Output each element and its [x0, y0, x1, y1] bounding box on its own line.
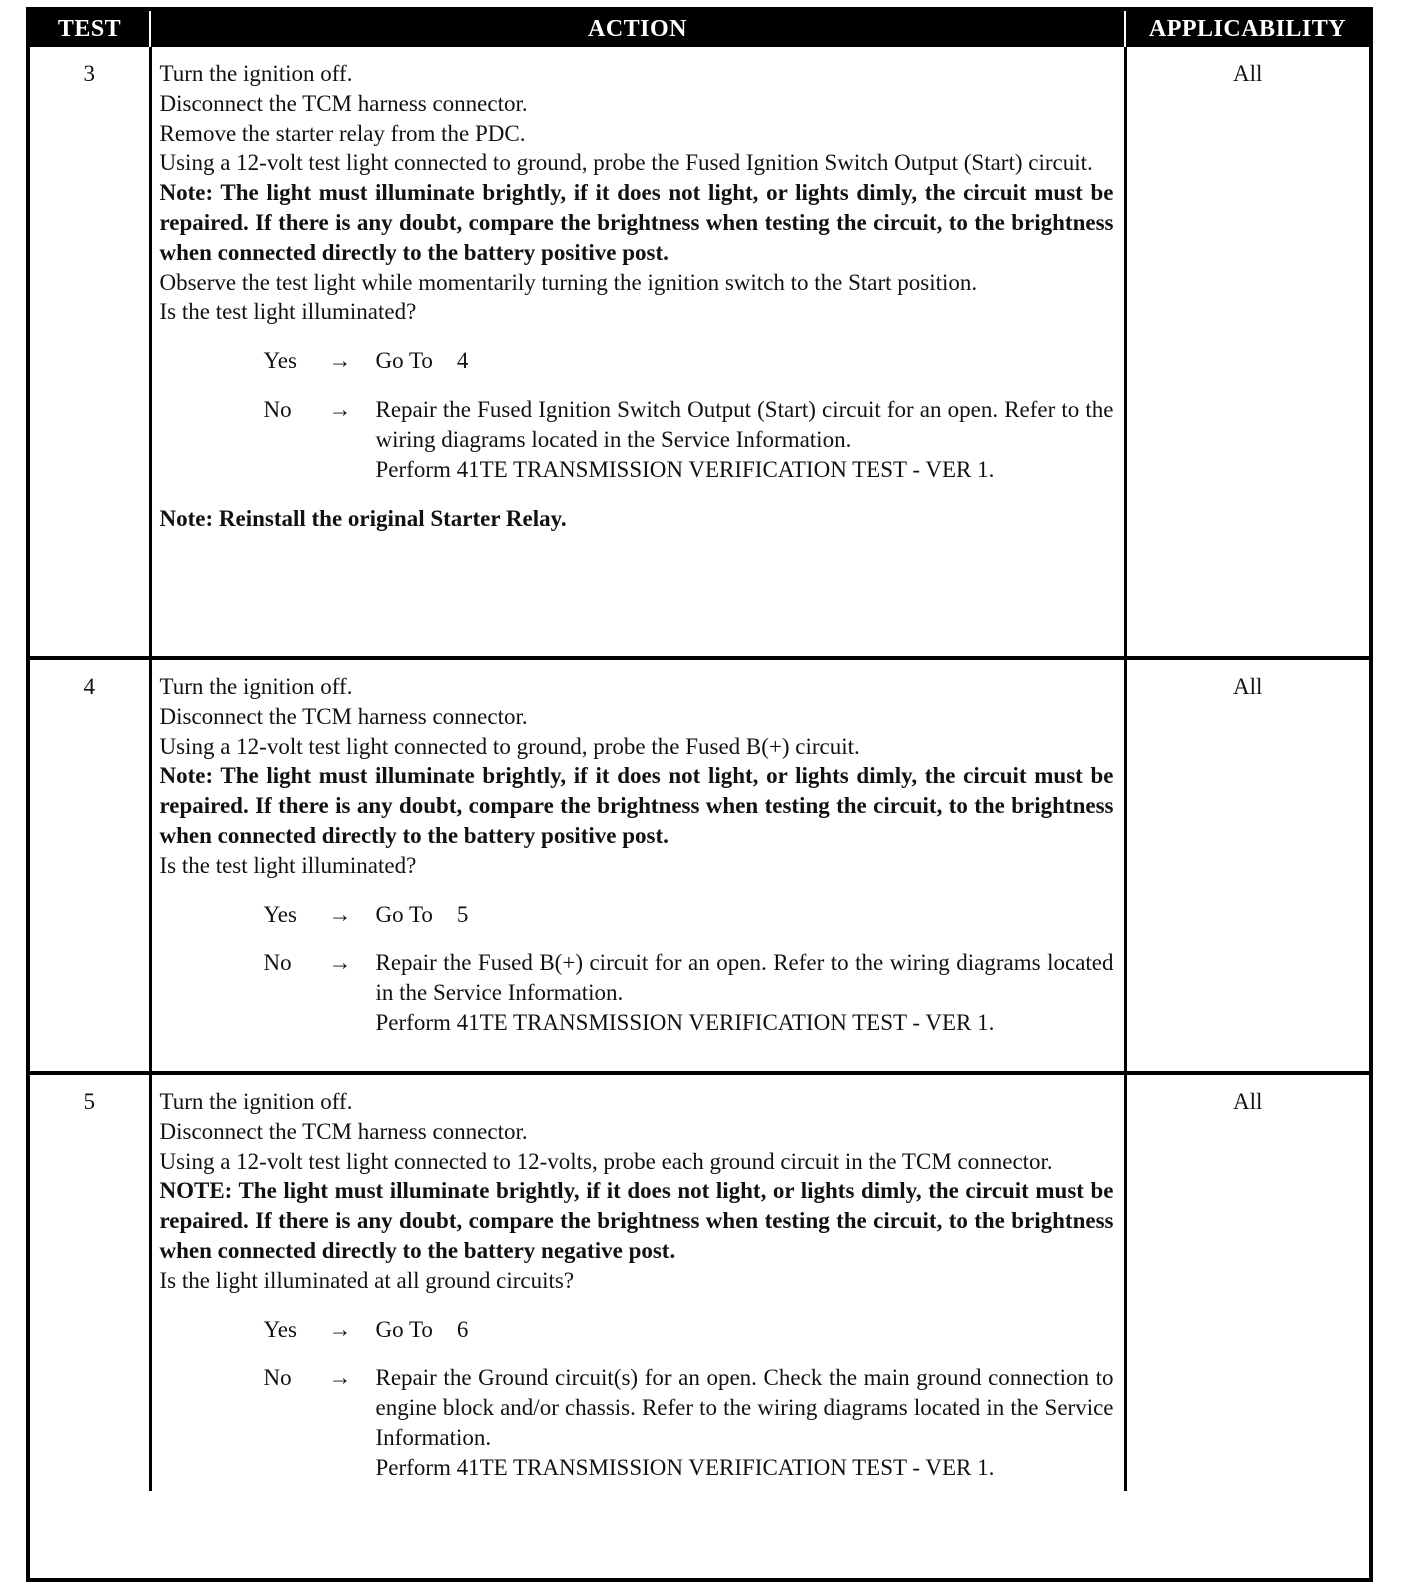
- note: Note: The light must illuminate brightly, if it does not light, or lights dimly, the circuit must be repaired. If there is any doubt, compare the brightness when testing the circuit, to the brightness when connected directly to the battery positive post.: [159, 180, 1114, 265]
- header-test: TEST: [30, 11, 150, 47]
- table-row-test-3: [30, 47, 1369, 658]
- note: Note: The light must illuminate brightly, if it does not light, or lights dimly, the circuit must be repaired. If there is any doubt, compare the brightness when testing the circuit, to the brightness when connected directly to the battery positive post.: [159, 763, 1114, 848]
- test-number: 5: [30, 1073, 150, 1491]
- arrow-right-icon: →: [328, 1365, 352, 1391]
- yes-response: [160, 1315, 1114, 1345]
- arrow-right-icon: →: [328, 1316, 352, 1342]
- no-response: [160, 948, 1114, 1037]
- note: NOTE: The light must illuminate brightly, if it does not light, or lights dimly, the circuit must be repaired. If there is any doubt, compare the brightness when testing the circuit, to the brightness when connected directly to the battery negative post.: [159, 1178, 1114, 1263]
- no-action: [376, 948, 1114, 1037]
- applicability-value: All: [1125, 658, 1369, 1073]
- arrow-right-icon: →: [328, 348, 352, 374]
- yes-response: [160, 900, 1114, 930]
- goto-target: 5: [456, 901, 469, 927]
- table-row-test-5: [30, 1073, 1369, 1491]
- goto-label: Go To: [375, 901, 433, 927]
- step: Turn the ignition off.: [159, 1089, 353, 1114]
- step: Remove the starter relay from the PDC.: [159, 120, 526, 146]
- action-cell: [150, 1073, 1125, 1491]
- test-number: 3: [83, 61, 95, 86]
- applicability-value: All: [1125, 47, 1369, 658]
- step: Using a 12-volt test light connected to 12-volts, probe each ground circuit in the TCM connector.: [159, 1148, 1053, 1174]
- goto-target: 6: [456, 1316, 469, 1342]
- repair-instruction: Repair the Fused B(+) circuit for an open. Refer to the wiring diagrams located in the Service Information.: [375, 950, 1114, 1006]
- action-cell: [150, 47, 1125, 658]
- applicability-value: All: [1125, 1073, 1369, 1491]
- no-response: [160, 1363, 1114, 1482]
- perform-instruction: Perform 41TE TRANSMISSION VERIFICATION TEST - VER 1.: [375, 456, 995, 482]
- yes-label: Yes: [263, 348, 297, 374]
- goto-target: 4: [456, 348, 469, 374]
- arrow-right-icon: →: [328, 901, 352, 927]
- trailing-note: Note: Reinstall the original Starter Relay.: [159, 506, 567, 532]
- yes-action: [376, 346, 1114, 376]
- step: Using a 12-volt test light connected to ground, probe the Fused Ignition Switch Output (Start) circuit.: [159, 150, 1093, 176]
- table-row-test-4: [30, 658, 1369, 1073]
- no-response: [160, 395, 1114, 484]
- perform-instruction: Perform 41TE TRANSMISSION VERIFICATION TEST - VER 1.: [375, 1454, 995, 1480]
- step: Turn the ignition off.: [159, 674, 353, 699]
- arrow-right-icon: →: [328, 950, 352, 976]
- step: Disconnect the TCM harness connector.: [159, 90, 528, 116]
- arrow-right-icon: →: [328, 396, 352, 422]
- test-table: [30, 11, 1369, 1491]
- no-action: [376, 1363, 1114, 1482]
- yes-action: [376, 1315, 1114, 1345]
- yes-label: Yes: [263, 1316, 297, 1342]
- yes-label: Yes: [263, 901, 297, 927]
- step: Disconnect the TCM harness connector.: [159, 1118, 528, 1144]
- action-cell: [150, 658, 1125, 1073]
- question: Is the test light illuminated?: [159, 852, 417, 878]
- step: Disconnect the TCM harness connector.: [159, 703, 528, 729]
- yes-response: [160, 346, 1114, 376]
- step: Observe the test light while momentarily turning the ignition switch to the Start position.: [159, 269, 978, 295]
- repair-instruction: Repair the Ground circuit(s) for an open. Check the main ground connection to engine block and/or chassis. Refer to the wiring diagrams located in the Service Information.: [375, 1365, 1114, 1450]
- no-action: [376, 395, 1114, 484]
- diagnostic-test-table: [26, 7, 1373, 1582]
- test-number: 4: [30, 658, 150, 1073]
- yes-action: [376, 900, 1114, 930]
- no-label: No: [263, 950, 292, 976]
- question: Is the test light illuminated?: [159, 299, 417, 325]
- repair-instruction: Repair the Fused Ignition Switch Output (Start) circuit for an open. Refer to the wiring diagrams located in the Service Information.: [375, 396, 1114, 452]
- goto-label: Go To: [375, 348, 433, 374]
- no-label: No: [263, 396, 292, 422]
- goto-label: Go To: [375, 1316, 433, 1342]
- no-label: No: [263, 1365, 292, 1391]
- step: Turn the ignition off.: [159, 61, 353, 86]
- header-applicability: APPLICABILITY: [1125, 11, 1369, 47]
- question: Is the light illuminated at all ground circuits?: [159, 1267, 575, 1293]
- step: Using a 12-volt test light connected to ground, probe the Fused B(+) circuit.: [159, 733, 860, 759]
- header-row: [30, 11, 1369, 47]
- perform-instruction: Perform 41TE TRANSMISSION VERIFICATION TEST - VER 1.: [375, 1009, 995, 1035]
- header-action: ACTION: [150, 11, 1125, 47]
